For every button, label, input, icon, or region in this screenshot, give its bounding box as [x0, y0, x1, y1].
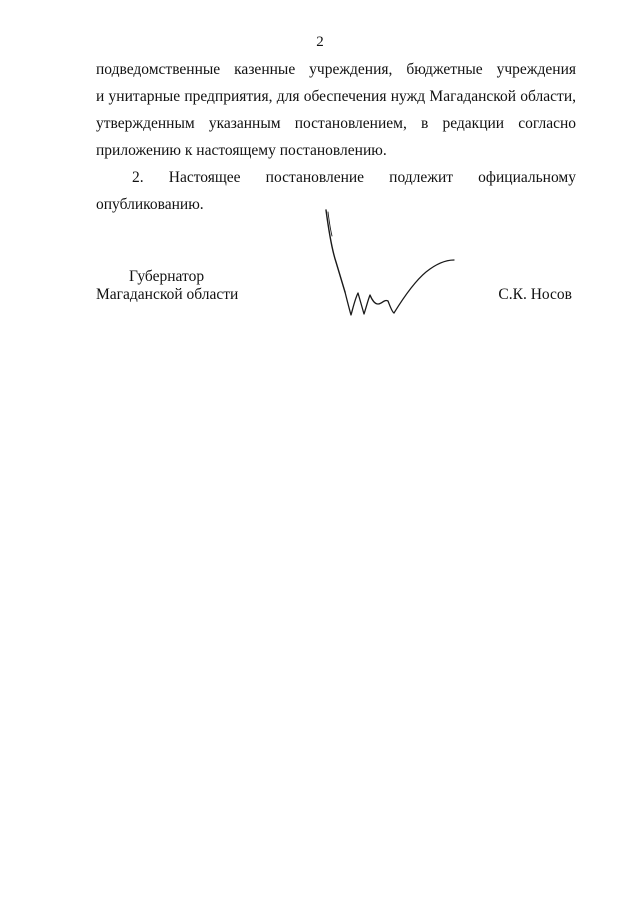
paragraph-1-line-1: подведомственные казенные учреждения, бюджетные учреждения: [96, 61, 576, 78]
page-number: 2: [316, 34, 324, 50]
paragraph-1: [96, 56, 576, 164]
signatory-block: [96, 268, 238, 304]
paragraph-1-line-2: и унитарные предприятия, для обеспечения нужд Магаданской области,: [96, 88, 576, 105]
paragraph-2-line-1: 2. Настоящее постановление подлежит официальному: [132, 169, 576, 186]
paragraph-1-line-4: приложению к настоящему постановлению.: [96, 142, 387, 159]
paragraph-2-line-2: опубликованию.: [96, 196, 204, 213]
signatory-name: С.К. Носов: [498, 286, 572, 303]
handwritten-signature: [318, 200, 468, 330]
paragraph-1-line-3: утвержденным указанным постановлением, в редакции согласно: [96, 115, 576, 132]
signatory-title: Губернатор: [129, 268, 205, 285]
signatory-organization: Магаданской области: [96, 286, 239, 303]
